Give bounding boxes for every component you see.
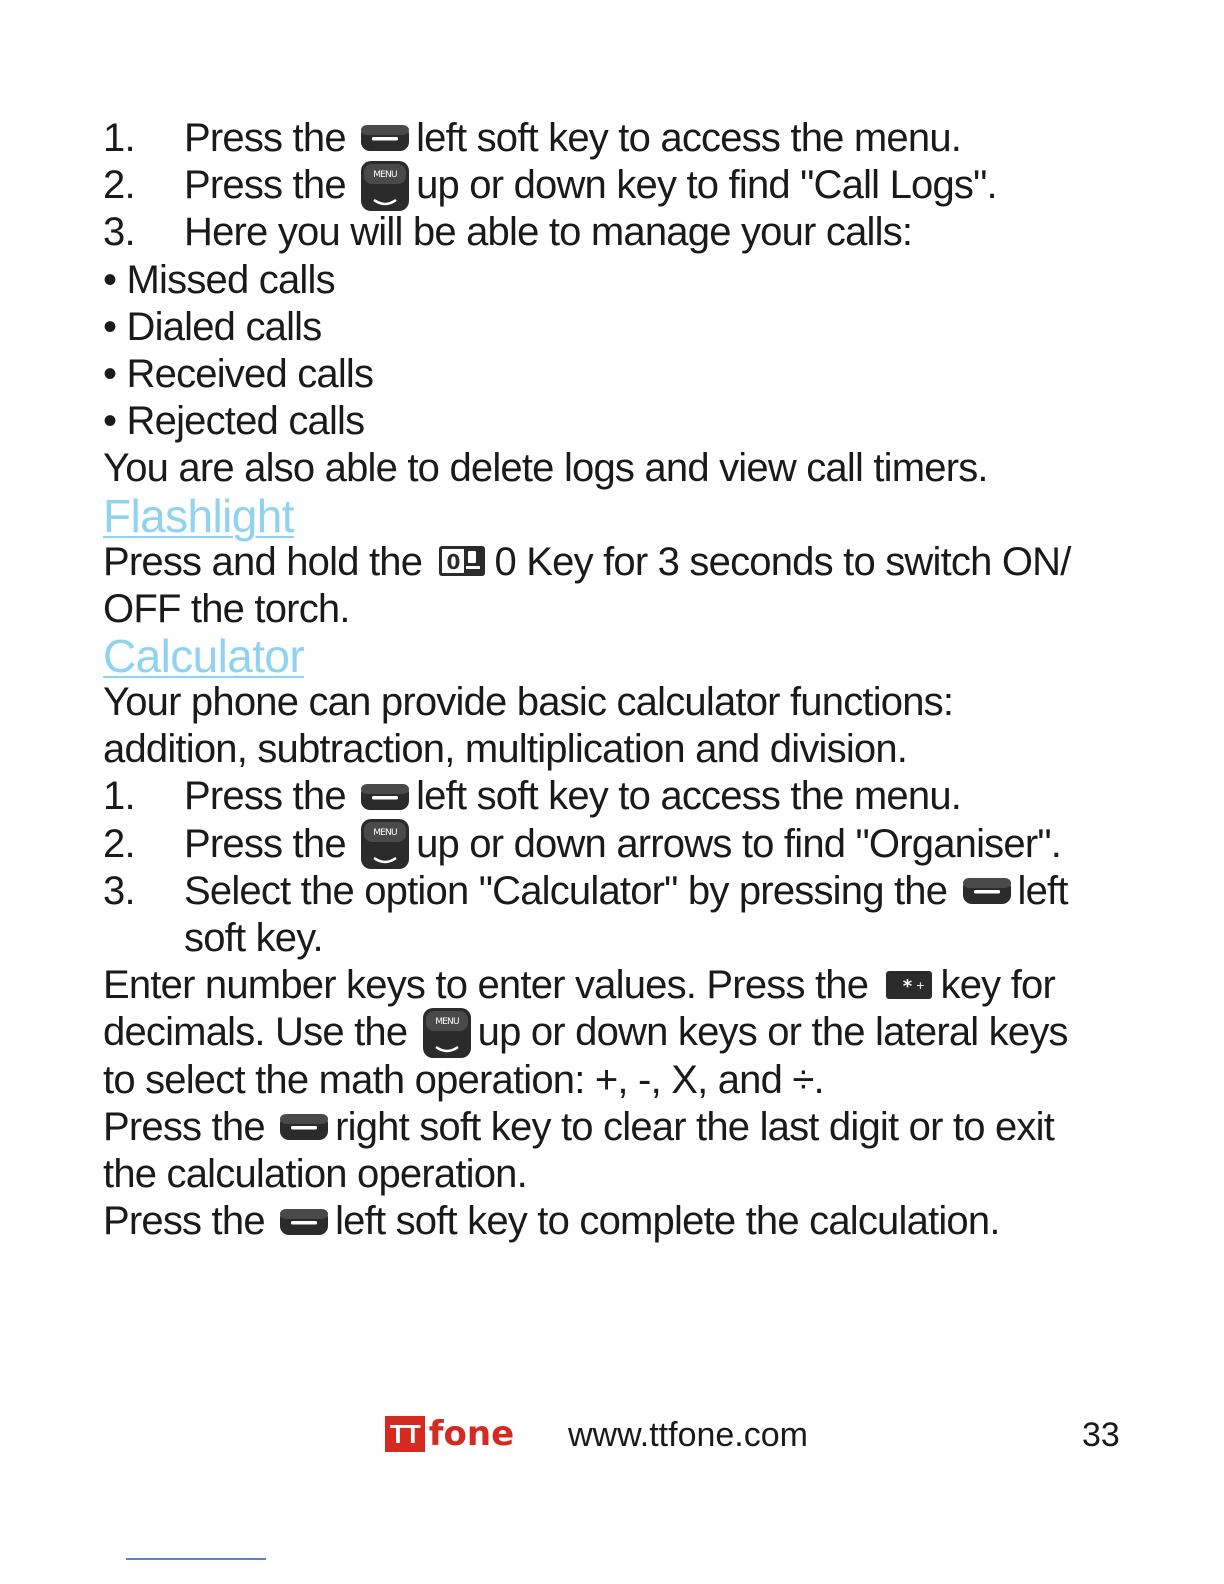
- list-item: 1. Press the left soft key to access the menu.: [103, 115, 1133, 162]
- bullet-item: • Dialed calls: [103, 304, 322, 349]
- step-number: 3.: [103, 868, 135, 913]
- ttfone-logo: TT fone: [385, 1413, 514, 1455]
- bullet-item: • Received calls: [103, 352, 374, 397]
- list-item: 2. Press the up or down key to find "Call Logs".: [103, 162, 1133, 209]
- manual-page-content: [103, 115, 1133, 1245]
- menu-key-icon: [360, 160, 410, 212]
- page-footer: [0, 1410, 1224, 1460]
- star-key-icon: [885, 970, 933, 1000]
- step-number: 2.: [103, 163, 135, 208]
- left-soft-key-icon: [360, 783, 410, 811]
- flashlight-heading: Flashlight: [103, 489, 294, 542]
- zero-key-icon: [438, 545, 486, 577]
- bullet-item: • Missed calls: [103, 257, 335, 302]
- list-item: 1. Press the left soft key to access the menu.: [103, 773, 1133, 820]
- calculator-section: Your phone can provide basic calculator functions: addition, subtraction, multiplication and division. 1. Press the left soft key to access the menu. 2. Press the up or down arrows to find "Organiser". 3. Select the option "Calculator" by pressing the left soft key. Enter number keys to enter values. Press the key for decimals. Use the up or down keys or the lateral keys to select the math operation: +, -, X, and ÷. Press the right soft key to clear the last digit or to exit the calculation operation. Press the left soft key to complete the calculation.: [103, 679, 1133, 1245]
- website-url: www.ttfone.com: [568, 1416, 808, 1454]
- step-number: 1.: [103, 116, 135, 160]
- list-item: 3. Select the option "Calculator" by pressing the left: [103, 868, 1133, 915]
- menu-key-icon: [422, 1007, 472, 1059]
- list-item: 3. Here you will be able to manage your calls:: [103, 209, 1133, 256]
- step-number: 1.: [103, 774, 135, 819]
- calculator-heading: Calculator: [103, 630, 305, 683]
- right-soft-key-icon: [279, 1113, 329, 1141]
- step-number: 3.: [103, 210, 135, 255]
- call-logs-steps: [103, 115, 1133, 493]
- step-number: 2.: [103, 821, 135, 866]
- flashlight-section: Press and hold the 0 Key for 3 seconds to switch ON/ OFF the torch.: [103, 539, 1071, 631]
- left-soft-key-icon: [360, 124, 410, 152]
- page-number: 33: [1082, 1416, 1120, 1454]
- left-soft-key-icon: [962, 877, 1012, 905]
- left-soft-key-icon: [279, 1208, 329, 1236]
- bottom-divider: [126, 1558, 266, 1560]
- menu-key-icon: [360, 818, 410, 870]
- call-logs-note: You are also able to delete logs and view call timers.: [103, 446, 988, 491]
- list-item: 2. Press the up or down arrows to find "Organiser".: [103, 821, 1133, 868]
- bullet-item: • Rejected calls: [103, 399, 365, 444]
